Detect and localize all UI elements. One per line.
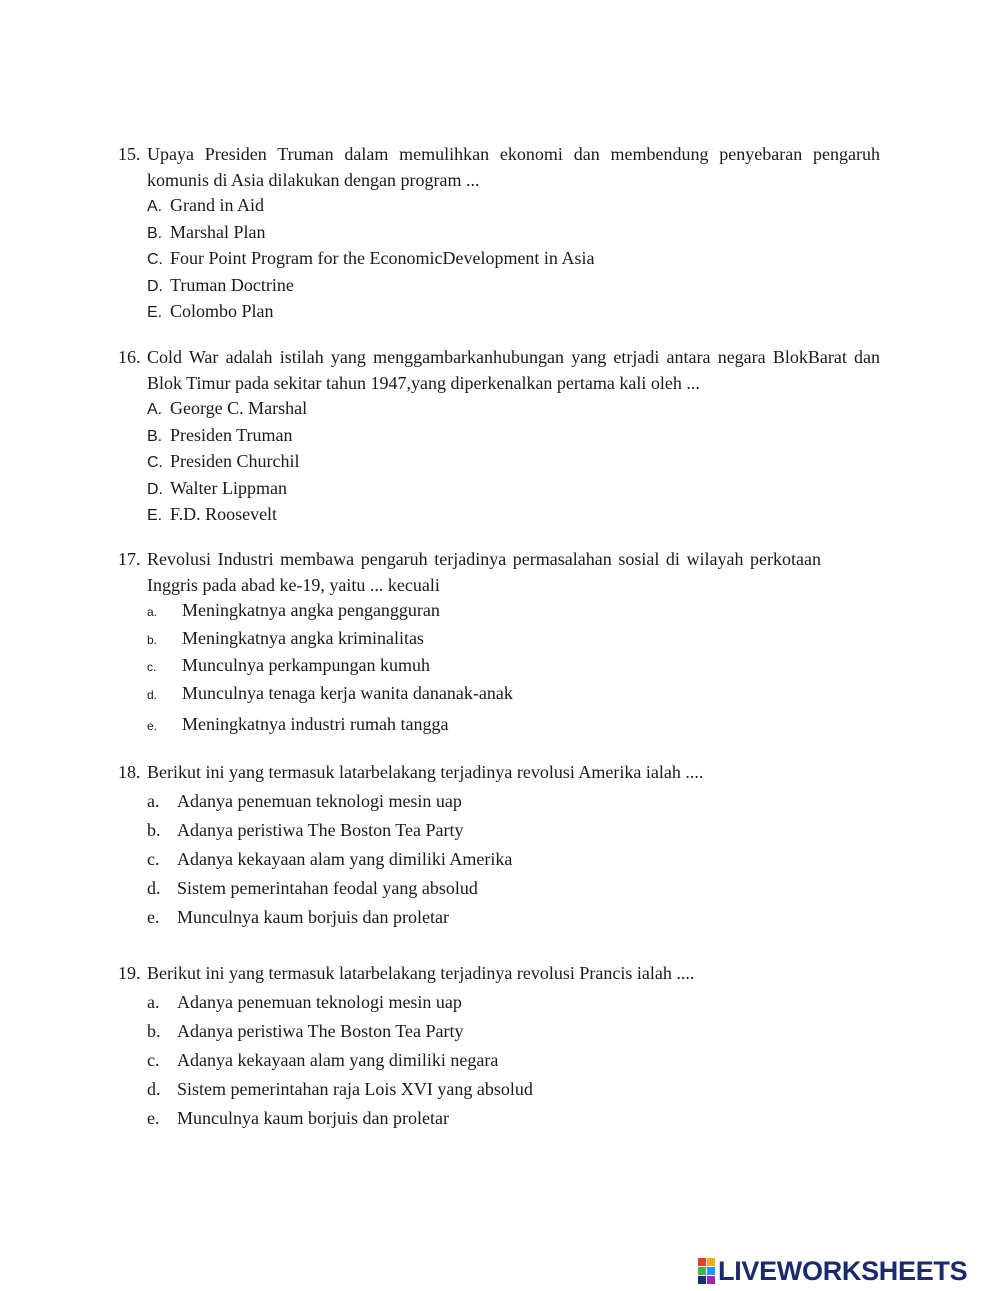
question-stem [118,758,880,787]
option-d[interactable]: D. Truman Doctrine [147,274,294,295]
option-e[interactable]: e. Meningkatnya industri rumah tangga [147,714,449,734]
question-number: 19. [118,963,141,983]
question-stem [118,959,880,988]
option-a[interactable]: a. Adanya penemuan teknologi mesin uap [147,791,462,811]
question-number: 16. [118,347,141,367]
question-17 [118,547,821,740]
option-c[interactable]: C. Four Point Program for the EconomicDevelopment in Asia [147,248,595,268]
option-e[interactable]: e. Munculnya kaum borjuis dan proletar [147,907,449,927]
option-b[interactable]: B. Marshal Plan [147,221,266,242]
question-stem [118,547,821,598]
logo-square [707,1276,715,1284]
logo-square [698,1258,706,1266]
question-stem [118,142,880,193]
question-16 [118,345,880,529]
option-b[interactable]: b. Adanya peristiwa The Boston Tea Party [147,820,464,840]
logo-square [698,1276,706,1284]
question-18 [118,758,880,932]
option-d[interactable]: d. Sistem pemerintahan feodal yang absolud [147,878,478,898]
logo-square [707,1258,715,1266]
logo-square [698,1267,706,1275]
option-d[interactable]: d. Sistem pemerintahan raja Lois XVI yang absolud [147,1079,533,1099]
option-a[interactable]: a. Adanya penemuan teknologi mesin uap [147,992,462,1012]
liveworksheets-logo [698,1256,967,1286]
option-a[interactable]: a. Meningkatnya angka pengangguran [147,600,440,620]
option-b[interactable]: b. Adanya peristiwa The Boston Tea Party [147,1021,464,1041]
question-text: Cold War adalah istilah yang menggambarkanhubungan yang etrjadi antara negara BlokBarat dan Blok Timur pada sekitar tahun 1947,yang diperkenalkan pertama kali oleh ... [147,347,880,393]
question-number: 17. [118,549,141,569]
option-c[interactable]: c. Munculnya perkampungan kumuh [147,655,430,675]
logo-text: LIVEWORKSHEETS [718,1255,968,1286]
question-text: Upaya Presiden Truman dalam memulihkan ekonomi dan membendung penyebaran pengaruh komunis di Asia dilakukan dengan program ... [147,144,880,190]
question-number: 18. [118,762,141,782]
option-a[interactable]: A. George C. Marshal [147,398,308,418]
option-c[interactable]: c. Adanya kekayaan alam yang dimiliki negara [147,1050,499,1070]
option-d[interactable]: D. Walter Lippman [147,477,288,498]
option-b[interactable]: b. Meningkatnya angka kriminalitas [147,627,424,648]
option-e[interactable]: e. Munculnya kaum borjuis dan proletar [147,1108,449,1128]
option-b[interactable]: B. Presiden Truman [147,424,293,445]
question-15 [118,142,880,326]
question-19 [118,959,880,1133]
logo-grid-icon [698,1258,715,1284]
question-text: Revolusi Industri membawa pengaruh terjadinya permasalahan sosial di wilayah perkotaan Inggris pada abad ke-19, yaitu ... kecuali [147,549,821,595]
question-text: Berikut ini yang termasuk latarbelakang terjadinya revolusi Amerika ialah .... [147,762,704,782]
option-a[interactable]: A. Grand in Aid [147,195,264,215]
option-c[interactable]: c. Adanya kekayaan alam yang dimiliki Amerika [147,849,513,869]
option-d[interactable]: d. Munculnya tenaga kerja wanita dananak-anak [147,682,513,703]
question-text: Berikut ini yang termasuk latarbelakang terjadinya revolusi Prancis ialah .... [147,963,695,983]
option-e[interactable]: E. Colombo Plan [147,301,274,321]
question-stem [118,345,880,396]
option-c[interactable]: C. Presiden Churchil [147,451,300,471]
option-e[interactable]: E. F.D. Roosevelt [147,504,278,524]
question-number: 15. [118,144,141,164]
logo-square [707,1267,715,1275]
